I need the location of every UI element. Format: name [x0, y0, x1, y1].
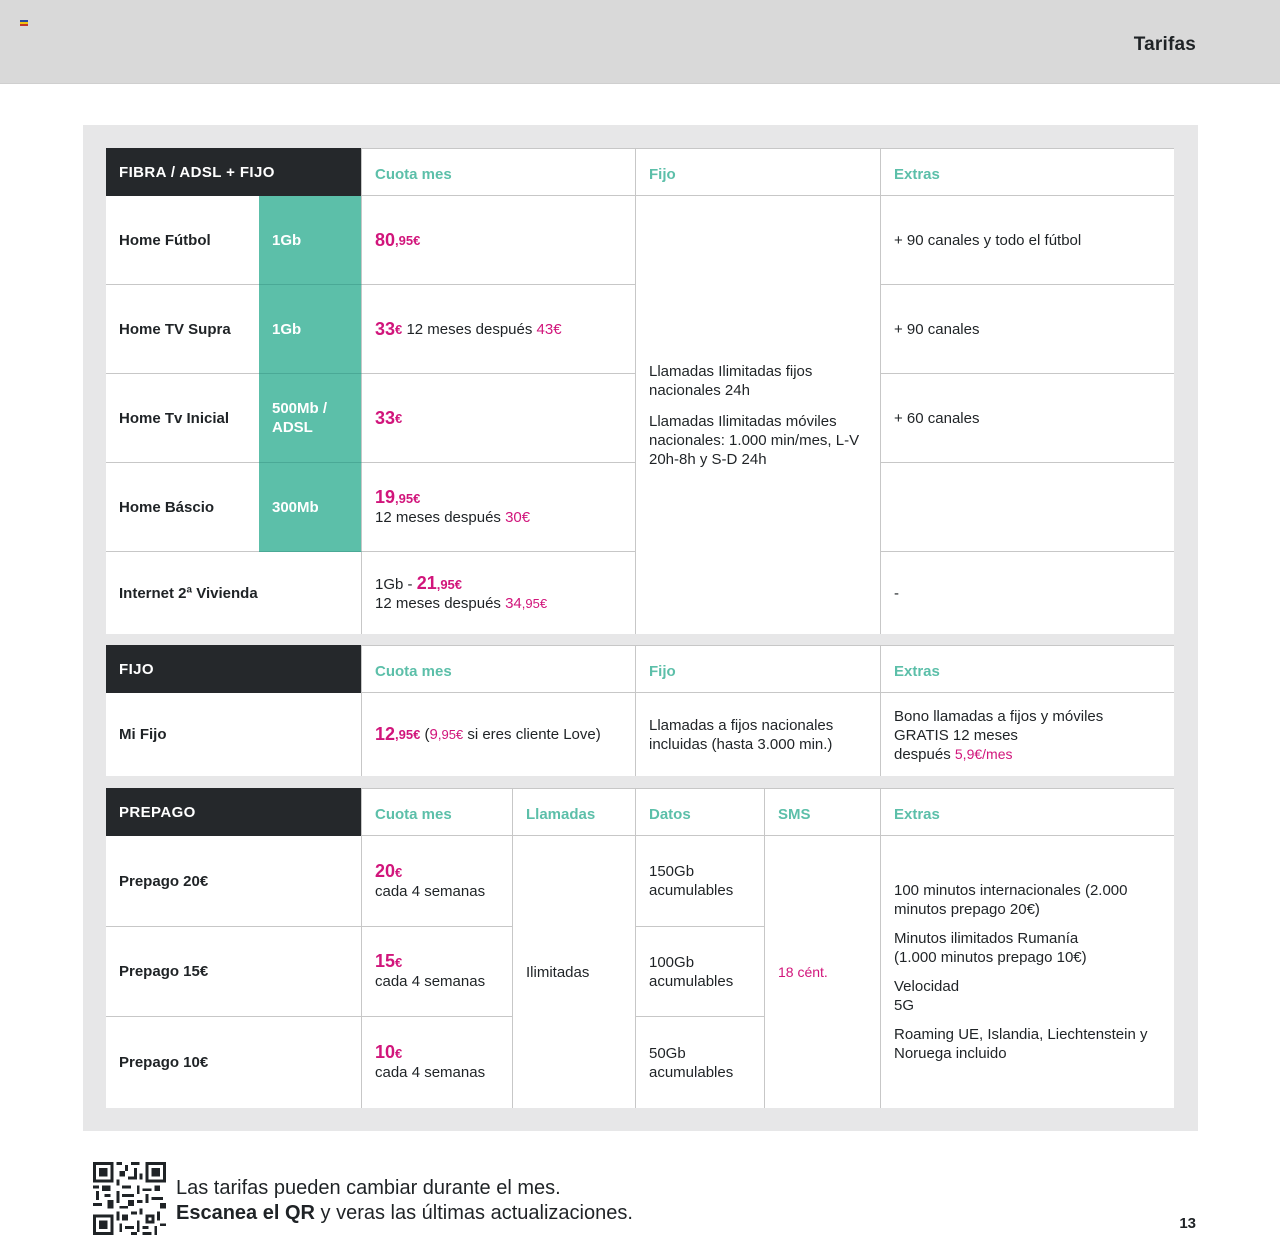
plan-price: 20€ cada 4 semanas: [362, 836, 513, 927]
plan-price: 19,95€ 12 meses después 30€: [362, 463, 636, 552]
prepago-sms: 18 cént.: [765, 836, 881, 1108]
plan-speed: 1Gb: [259, 285, 362, 374]
fibra-fijo-info: Llamadas Ilimitadas fijos nacionales 24h Llamadas Ilimitadas móviles nacionales: 1.000 min/mes, L-V 20h-8h y S-D 24h: [636, 196, 881, 634]
plan-speed: 300Mb: [259, 463, 362, 552]
fibra-title: FIBRA / ADSL + FIJO: [106, 148, 362, 196]
prepago-col-extras: Extras: [881, 788, 1174, 836]
plan-price: 10€ cada 4 semanas: [362, 1017, 513, 1108]
plan-price: 1Gb - 21,95€ 12 meses después 34,95€: [362, 552, 636, 634]
qr-code-icon[interactable]: [93, 1162, 166, 1235]
plan-name: Prepago 10€: [106, 1017, 362, 1108]
plan-speed: 500Mb / ADSL: [259, 374, 362, 463]
plan-price: 12 ,95€ ( 9 ,95€ si eres cliente Love): [362, 693, 636, 776]
prepago-table: [106, 788, 1174, 1108]
footer-line-2: Escanea el QR y veras las últimas actualizaciones.: [176, 1202, 633, 1224]
extras-item: Velocidad 5G: [894, 978, 960, 1014]
plan-name: Prepago 15€: [106, 927, 362, 1017]
footer-line-1: Las tarifas pueden cambiar durante el mes.: [176, 1177, 561, 1199]
plan-price: 33 €: [362, 374, 636, 463]
extras-item: Roaming UE, Islandia, Liechtenstein y Noruega incluido: [894, 1026, 1148, 1062]
plan-price: 33 € 12 meses después 43€: [362, 285, 636, 374]
prepago-col-llamadas: Llamadas: [513, 788, 636, 836]
plan-extras: + 60 canales: [881, 374, 1174, 463]
tariff-panel: [83, 125, 1198, 1131]
plan-extras: [881, 463, 1174, 552]
footer-text: [176, 1176, 633, 1226]
fijo-col-fijo: Fijo: [636, 645, 881, 693]
plan-name: Home Báscio: [106, 463, 259, 552]
fibra-table: [106, 148, 1174, 634]
plan-extras: + 90 canales: [881, 285, 1174, 374]
fibra-col-cuota: Cuota mes: [362, 148, 636, 196]
plan-name: Mi Fijo: [106, 693, 362, 776]
extras-item: Minutos ilimitados Rumanía (1.000 minutos prepago 10€): [894, 930, 1087, 966]
fibra-col-extras: Extras: [881, 148, 1174, 196]
fijo-title: FIJO: [106, 645, 362, 693]
plan-speed: 1Gb: [259, 196, 362, 285]
extras-item: 100 minutos internacionales (2.000 minutos prepago 20€): [894, 882, 1128, 918]
fijo-col-cuota: Cuota mes: [362, 645, 636, 693]
plan-name: Home TV Supra: [106, 285, 259, 374]
plan-price: 15€ cada 4 semanas: [362, 927, 513, 1017]
page-number: 13: [1179, 1215, 1196, 1232]
prepago-col-sms: SMS: [765, 788, 881, 836]
plan-datos: 50Gb acumulables: [636, 1017, 765, 1108]
prepago-col-cuota: Cuota mes: [362, 788, 513, 836]
plan-datos: 150Gb acumulables: [636, 836, 765, 927]
plan-datos: 100Gb acumulables: [636, 927, 765, 1017]
page-header: [0, 0, 1280, 84]
page-title: Tarifas: [1133, 34, 1196, 55]
flag-icon: [20, 20, 28, 26]
plan-name: Internet 2ª Vivienda: [106, 552, 362, 634]
prepago-col-datos: Datos: [636, 788, 765, 836]
prepago-llamadas: Ilimitadas: [513, 836, 636, 1108]
plan-extras: -: [894, 584, 899, 602]
fijo-col-extras: Extras: [881, 645, 1174, 693]
fibra-col-fijo: Fijo: [636, 148, 881, 196]
plan-price: 80 ,95€: [362, 196, 636, 285]
plan-name: Home Tv Inicial: [106, 374, 259, 463]
prepago-title: PREPAGO: [106, 788, 362, 836]
plan-extras: Bono llamadas a fijos y móviles GRATIS 12 meses después 5,9€/mes: [894, 708, 1104, 763]
plan-name: Home Fútbol: [106, 196, 259, 285]
fijo-table: [106, 645, 1174, 776]
footer: [93, 1162, 1203, 1236]
plan-name: Prepago 20€: [106, 836, 362, 927]
plan-fijo: Llamadas a fijos nacionales incluidas (hasta 3.000 min.): [636, 693, 881, 776]
plan-extras: + 90 canales y todo el fútbol: [881, 196, 1174, 285]
prepago-extras: [881, 836, 1174, 1108]
